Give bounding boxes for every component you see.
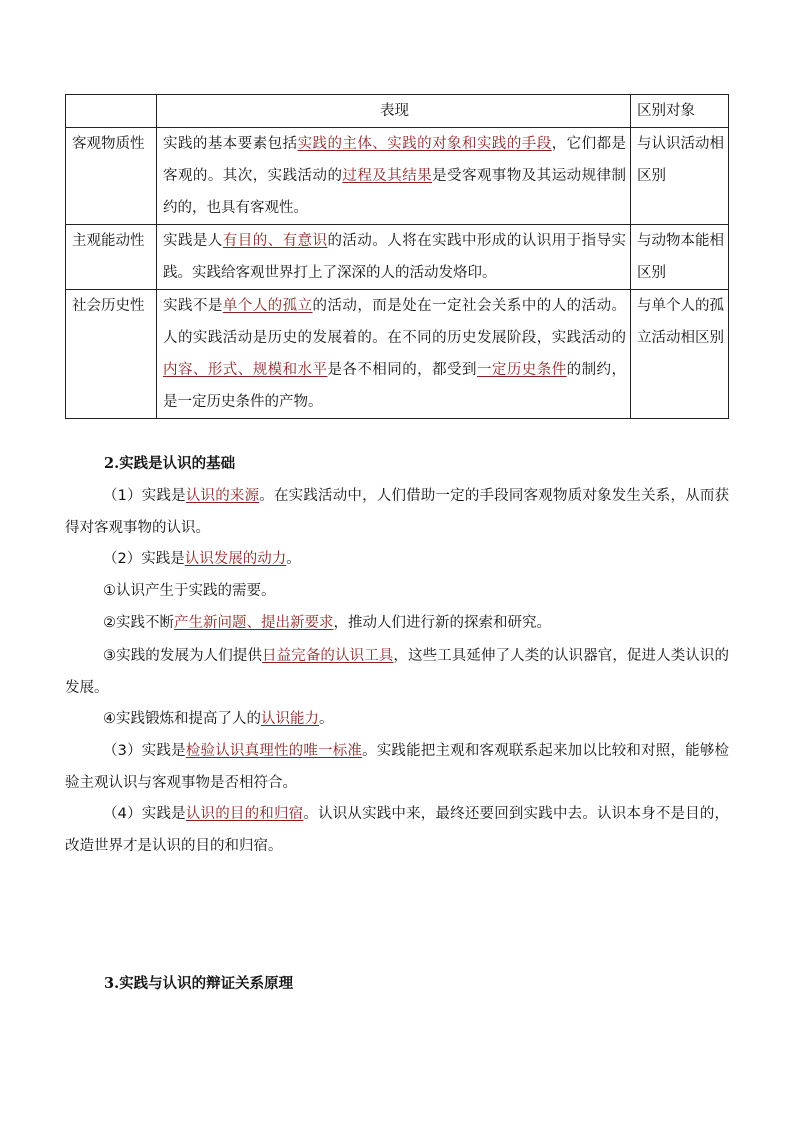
paragraph-source: [65, 480, 729, 544]
underlined-keyword: 认识的目的和归宿: [185, 806, 304, 822]
row-content: [157, 128, 631, 225]
text-segment: ②实践不断: [103, 615, 174, 631]
underlined-keyword: 实践的主体、实践的对象和实践的手段: [297, 136, 552, 152]
practice-features-table: [65, 94, 729, 419]
text-segment: ，它们都是客观的。其次，实践活动的: [163, 136, 627, 184]
text-segment: （1）实践是: [103, 488, 186, 504]
underlined-keyword: 日益完备的认识工具: [262, 648, 394, 664]
underlined-keyword: 认识的来源: [185, 488, 260, 504]
paragraph-point-3: [65, 640, 729, 704]
text-segment: 。认识从实践中来，最终还要回到实践中去。认识本身不是目的，改造世界才是认识的目的和归宿。: [65, 806, 730, 854]
text-segment: ③实践的发展为人们提供: [103, 648, 263, 664]
text-segment: （3）实践是: [103, 743, 186, 759]
row-content: [157, 290, 631, 419]
table-header-blank: [66, 95, 157, 128]
text-segment: 实践的基本要素包括: [163, 136, 298, 152]
row-name: 社会历史性: [66, 290, 157, 419]
text-segment: 的制约，是一定历史条件的产物。: [163, 362, 627, 410]
text-segment: 的活动。人将在实践中形成的认识用于指导实践。实践给客观世界打上了深深的人的活动发烙印。: [163, 233, 627, 281]
paragraph-driving-force: [65, 543, 729, 575]
text-segment: 。在实践活动中，人们借助一定的手段同客观物质对象发生关系，从而获得对客观事物的认识。: [65, 488, 730, 536]
text-segment: 实践是人: [163, 233, 223, 249]
paragraph-point-2: [65, 607, 729, 639]
text-segment: （4）实践是: [103, 806, 186, 822]
text-segment: 。实践能把主观和客观联系起来加以比较和对照，能够检验主观认识与客观事物是否相符合。: [65, 743, 729, 791]
text-segment: 是各不相同的，都受到: [327, 362, 477, 378]
row-difference: 与单个人的孤立活动相区别: [631, 290, 729, 419]
text-segment: （2）实践是: [103, 551, 185, 567]
table-header-difference: 区别对象: [631, 95, 729, 128]
underlined-keyword: 认识能力: [261, 711, 319, 727]
text-segment: 的活动，而是处在一定社会关系中的人的活动。人的实践活动是历史的发展着的。在不同的历史发展阶段，实践活动的: [163, 298, 627, 346]
underlined-keyword: 有目的、有意识: [222, 233, 328, 249]
section-2-title: 2.实践是认识的基础: [104, 455, 236, 472]
paragraph-criterion: [65, 735, 729, 799]
text-segment: 。: [286, 551, 301, 567]
text-segment: 。: [319, 711, 334, 727]
row-name: 主观能动性: [66, 225, 157, 290]
text-segment: ，推动人们进行新的探索和研究。: [333, 615, 551, 631]
row-difference: 与动物本能相区别: [631, 225, 729, 290]
text-segment: ④实践锻炼和提高了人的: [103, 711, 261, 727]
paragraph-point-1: [65, 575, 729, 607]
row-name: 客观物质性: [66, 128, 157, 225]
underlined-keyword: 产生新问题、提出新要求: [174, 615, 334, 631]
table-header-expression: 表现: [157, 95, 631, 128]
table-header-row: [66, 95, 729, 128]
table-row: [66, 128, 729, 225]
paragraph-purpose: [65, 798, 729, 862]
text-segment: 实践不是: [163, 298, 223, 314]
text-segment: ，这些工具延伸了人类的认识器官，促进人类认识的发展。: [65, 648, 729, 696]
underlined-keyword: 单个人的孤立: [222, 298, 313, 314]
table-row: [66, 290, 729, 419]
underlined-keyword: 认识发展的动力: [184, 551, 287, 567]
underlined-keyword: 一定历史条件: [476, 362, 567, 378]
underlined-keyword: 检验认识真理性的唯一标准: [185, 743, 363, 759]
underlined-keyword: 过程及其结果: [342, 168, 433, 184]
row-content: [157, 225, 631, 290]
row-difference: 与认识活动相区别: [631, 128, 729, 225]
underlined-keyword: 内容、形式、规模和水平: [163, 362, 328, 378]
table-row: [66, 225, 729, 290]
text-segment: ①认识产生于实践的需要。: [103, 583, 276, 599]
text-segment: 是受客观事物及其运动规律制约的，也具有客观性。: [163, 168, 627, 216]
paragraph-point-4: [65, 703, 729, 735]
section-3-title: 3.实践与认识的辩证关系原理: [104, 975, 294, 992]
